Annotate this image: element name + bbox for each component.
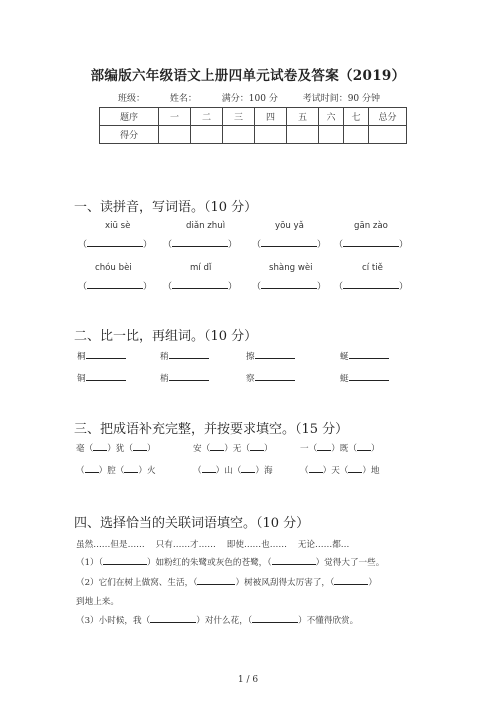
compare-item [160,372,209,384]
idiom-text: （ [193,466,202,476]
compare-char: 擦 [246,352,255,362]
idiom-text: ）无（ [224,444,250,454]
word-blank[interactable] [169,351,209,359]
idiom-text: （ [300,466,309,476]
time-label: 考试时间：90 分钟 [302,94,381,104]
compare-char: 稍 [160,352,169,362]
idiom-item [193,464,273,476]
idiom-blank[interactable] [348,465,362,473]
question-text: （2）它们在树上做窝、生活，（ [76,578,198,588]
answer-blank[interactable] [103,557,147,565]
score-cell[interactable] [369,126,407,144]
question-text: ）树被风刮得太厉害了，（ [235,578,335,588]
page-number: 1 / 6 [237,675,259,685]
question-text: （1）（ [76,558,103,568]
idiom-text: ）既（ [331,444,357,454]
idiom-item [193,442,273,454]
word-blank[interactable] [255,373,295,381]
question-text: ）对什么花，（ [196,616,253,626]
answer-box[interactable]: （ ） [334,240,409,250]
pinyin: xiū sè [105,221,131,231]
compare-char: 蜒 [340,352,349,362]
idiom-text: ）山（ [215,466,242,476]
question-text: ）不懂得欣赏。 [298,616,359,626]
idiom-blank[interactable] [202,465,216,473]
pinyin: cí tiě [362,263,383,273]
score-cell[interactable] [223,126,255,144]
compare-item [77,350,126,362]
question-text: （3）小时候，我（ [76,616,151,626]
class-label: 班级： [118,94,146,104]
idiom-text: （ [76,466,85,476]
word-blank[interactable] [255,351,295,359]
idiom-item [76,442,156,454]
idiom-item [76,464,156,476]
section-3-heading: 三、把成语补充完整，并按要求填空。（15 分） [74,422,349,437]
idiom-text: ） [371,444,380,454]
compare-item [246,372,295,384]
idiom-text: 毫（ [76,444,94,454]
question-text: ）觉得大了一些。 [315,558,385,568]
score-header-cell: 总分 [369,108,407,126]
score-header-cell: 二 [191,108,223,126]
idiom-text: ）火 [138,466,156,476]
pinyin: mí dǐ [190,263,212,273]
compare-char: 梢 [160,374,169,384]
idiom-item [300,442,380,454]
answer-box[interactable]: （ ） [163,240,238,250]
compare-item [77,372,126,384]
question-1 [76,556,384,568]
question-2 [76,576,377,588]
score-table [99,107,407,144]
compare-item [160,350,209,362]
word-blank[interactable] [86,351,126,359]
score-cell[interactable] [159,126,191,144]
score-header-cell: 三 [223,108,255,126]
score-header-cell: 一 [159,108,191,126]
word-blank[interactable] [349,351,389,359]
idiom-blank[interactable] [309,465,323,473]
idiom-text: ）腔（ [98,466,125,476]
pinyin: shàng wèi [269,263,313,273]
pinyin: diǎn zhuì [186,221,226,231]
idiom-blank[interactable] [93,443,107,451]
score-cell[interactable] [319,126,344,144]
answer-box[interactable]: （ ） [78,282,153,292]
compare-item [246,350,295,362]
word-blank[interactable] [86,373,126,381]
answer-blank[interactable] [272,557,316,565]
word-blank[interactable] [169,373,209,381]
score-cell[interactable] [344,126,369,144]
word-blank[interactable] [349,373,389,381]
idiom-text: ） [147,444,156,454]
compare-item [340,372,389,384]
full-score-label: 满分：100 分 [221,94,278,104]
page-title: 部编版六年级语文上册四单元试卷及答案（2019） [90,68,406,84]
score-header-cell: 六 [319,108,344,126]
exam-meta [118,91,380,104]
section-2-heading: 二、比一比，再组词。（10 分） [74,329,258,344]
question-2-continued: 到地上来。 [76,597,119,607]
question-3 [76,614,358,626]
idiom-blank[interactable] [317,443,331,451]
compare-char: 察 [246,374,255,384]
pinyin: gān zào [354,221,388,231]
score-cell[interactable] [191,126,223,144]
conjunction-options: 虽然……但是…… 只有……才…… 即使……也…… 无论……都… [76,540,350,550]
idiom-text: 一（ [300,444,318,454]
pinyin: yōu yǎ [275,221,304,231]
score-header-cell: 四 [255,108,287,126]
score-row-label: 得分 [100,126,159,144]
pinyin: chóu bèi [95,263,132,273]
compare-char: 铜 [77,374,86,384]
idiom-blank[interactable] [357,443,371,451]
answer-box[interactable]: （ ） [252,240,327,250]
idiom-text: ）地 [362,466,380,476]
section-4-heading: 四、选择恰当的关联词语填空。（10 分） [74,516,310,531]
idiom-text: ）犹（ [107,444,133,454]
score-cell[interactable] [255,126,287,144]
question-text: ）如粉红的朱鹭或灰色的苍鹭，（ [146,558,272,568]
idiom-item [300,464,380,476]
answer-box[interactable]: （ ） [252,282,327,292]
idiom-blank[interactable] [241,465,255,473]
score-header-cell: 七 [344,108,369,126]
idiom-text: 安（ [193,444,211,454]
compare-item [340,350,389,362]
idiom-blank[interactable] [210,443,224,451]
answer-blank[interactable] [252,615,298,623]
idiom-text: ）海 [255,466,273,476]
answer-box[interactable]: （ ） [78,240,153,250]
answer-box[interactable]: （ ） [163,282,238,292]
idiom-blank[interactable] [133,443,147,451]
answer-blank[interactable] [334,577,368,585]
idiom-text: ）天（ [322,466,349,476]
name-label: 姓名： [169,94,197,104]
question-text: ） [368,578,377,588]
answer-box[interactable]: （ ） [334,282,409,292]
section-1-heading: 一、读拼音，写词语。（10 分） [74,200,258,215]
score-cell[interactable] [287,126,319,144]
answer-blank[interactable] [197,577,235,585]
score-header-cell: 五 [287,108,319,126]
score-table-header-row [100,108,407,126]
compare-char: 桐 [77,352,86,362]
idiom-blank[interactable] [85,465,99,473]
compare-char: 蜓 [340,374,349,384]
answer-blank[interactable] [150,615,196,623]
idiom-blank[interactable] [124,465,138,473]
score-table-score-row [100,126,407,144]
score-header-cell: 题序 [100,108,159,126]
idiom-text: ） [264,444,273,454]
idiom-blank[interactable] [250,443,264,451]
